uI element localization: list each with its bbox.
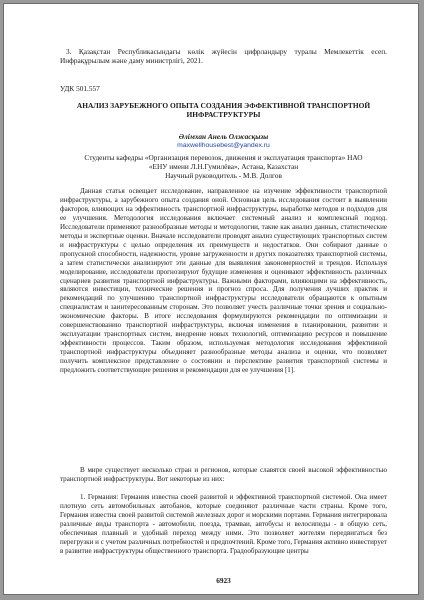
body-paragraph-1: В мире существует несколько стран и регионов, которые славятся своей высокой эффективностью транспортной инфраструктуры. Вот некоторые из них: bbox=[60, 466, 387, 483]
body-paragraph-2: 1. Германия: Германия известна своей развитой и эффективной транспортной системой. Она имеет плотную сеть автомобильных автобанов, которые соединяют различные части страны. Кроме того, Германия известна своей развитой системой железных дорог и морскими портами. Германия интегрировала различные виды транспорта - автомобили, поезда, трамваи, автобусы и велосипеды - в общую сеть, обеспечивая плавный и удобный переход между ними. Это позволяет жителям передвигаться без перегрузки и с учетом различных потребностей и предпочтений. Кроме того, Германия активно инвестирует в развитие инфраструктуры общественного транспорта. Градообразующие центры bbox=[60, 493, 387, 555]
reference-item: 3. Қазақстан Республикасындағы көлік жүйесін цифрландыру туралы Мемлекеттік есеп. Инфрақұрылым және даму министрлігі, 2021. bbox=[60, 47, 387, 66]
affiliation-line-1: Студенты кафедры «Организация перевозок, движения и эксплуатация транспорта» НАО bbox=[84, 153, 363, 162]
page-number: 6923 bbox=[216, 576, 231, 585]
udk-code: УДК 501.557 bbox=[60, 84, 100, 93]
document-page bbox=[3, 3, 419, 595]
abstract-paragraph: Данная статья освещает исследование, направленное на изучение эффективности транспортной инфраструктуры, а зарубежного опыта создания оной. Основная цель исследования состоит в выявлении факторов, влияющих на эффективность транспортной инфраструктуры, выработке методов и подходов для ее улучшения. Методология исследования включает системный анализ и комплексный подход. Исследователи применяют разнообразные методы и методологии, такие как анализ данных, статистические методы и экспертные оценки. Вначале исследователи проводят анализ существующих транспортных систем и инфраструктуры с целью определения их преимуществ и недостатков. Они собирают данные о пропускной способности, надежности, уровне загруженности и других показателях транспортной системы, а затем статистически анализируют эти данные для выявления закономерностей и трендов. Используя моделирование, исследователи прогнозируют будущие изменения и оценивают эффективность различных сценариев развития транспортной инфраструктуры. Важными факторами, влияющими на эффективность, являются инвестиции, технические решения и прогноз спроса. Для получения лучших практик и рекомендаций по улучшению транспортной инфраструктуры исследователи обращаются к опытным специалистам и заинтересованным сторонам. Это позволяет учесть различные точки зрения и социально-экономические факторы. В итоге исследования формулируются рекомендации по оптимизации и совершенствованию транспортной инфраструктуры, включая изменения в планировании, развитии и эксплуатации транспортных систем, внедрение новых технологий, оптимизацию ресурсов и повышение эффективности процессов. Таким образом, используемая методология исследования эффективной транспортной инфраструктуры объединяет разнообразные методы анализа и оценки, что позволяет получить комплексное представление о состоянии и перспективе развития транспортной системы и предложить соответствующие решения и рекомендации для ее улучшения [1]. bbox=[60, 187, 387, 375]
affiliation-line-2: «ЕНУ имени Л.Н.Гумилёва», Астана, Казахстан bbox=[148, 162, 299, 172]
article-title: АНАЛИЗ ЗАРУБЕЖНОГО ОПЫТА СОЗДАНИЯ ЭФФЕКТИВНОЙ ТРАНСПОРТНОЙ ИНФРАСТРУКТУРЫ bbox=[76, 101, 371, 120]
affiliation-line-3: Научный руководитель - М.В. Долгов bbox=[165, 171, 282, 181]
affiliation bbox=[60, 153, 387, 180]
author-email: maxwellhousebest@yandex.ru bbox=[177, 142, 270, 149]
author-name: Әлімхан Анель Олжасқызы bbox=[178, 132, 269, 141]
